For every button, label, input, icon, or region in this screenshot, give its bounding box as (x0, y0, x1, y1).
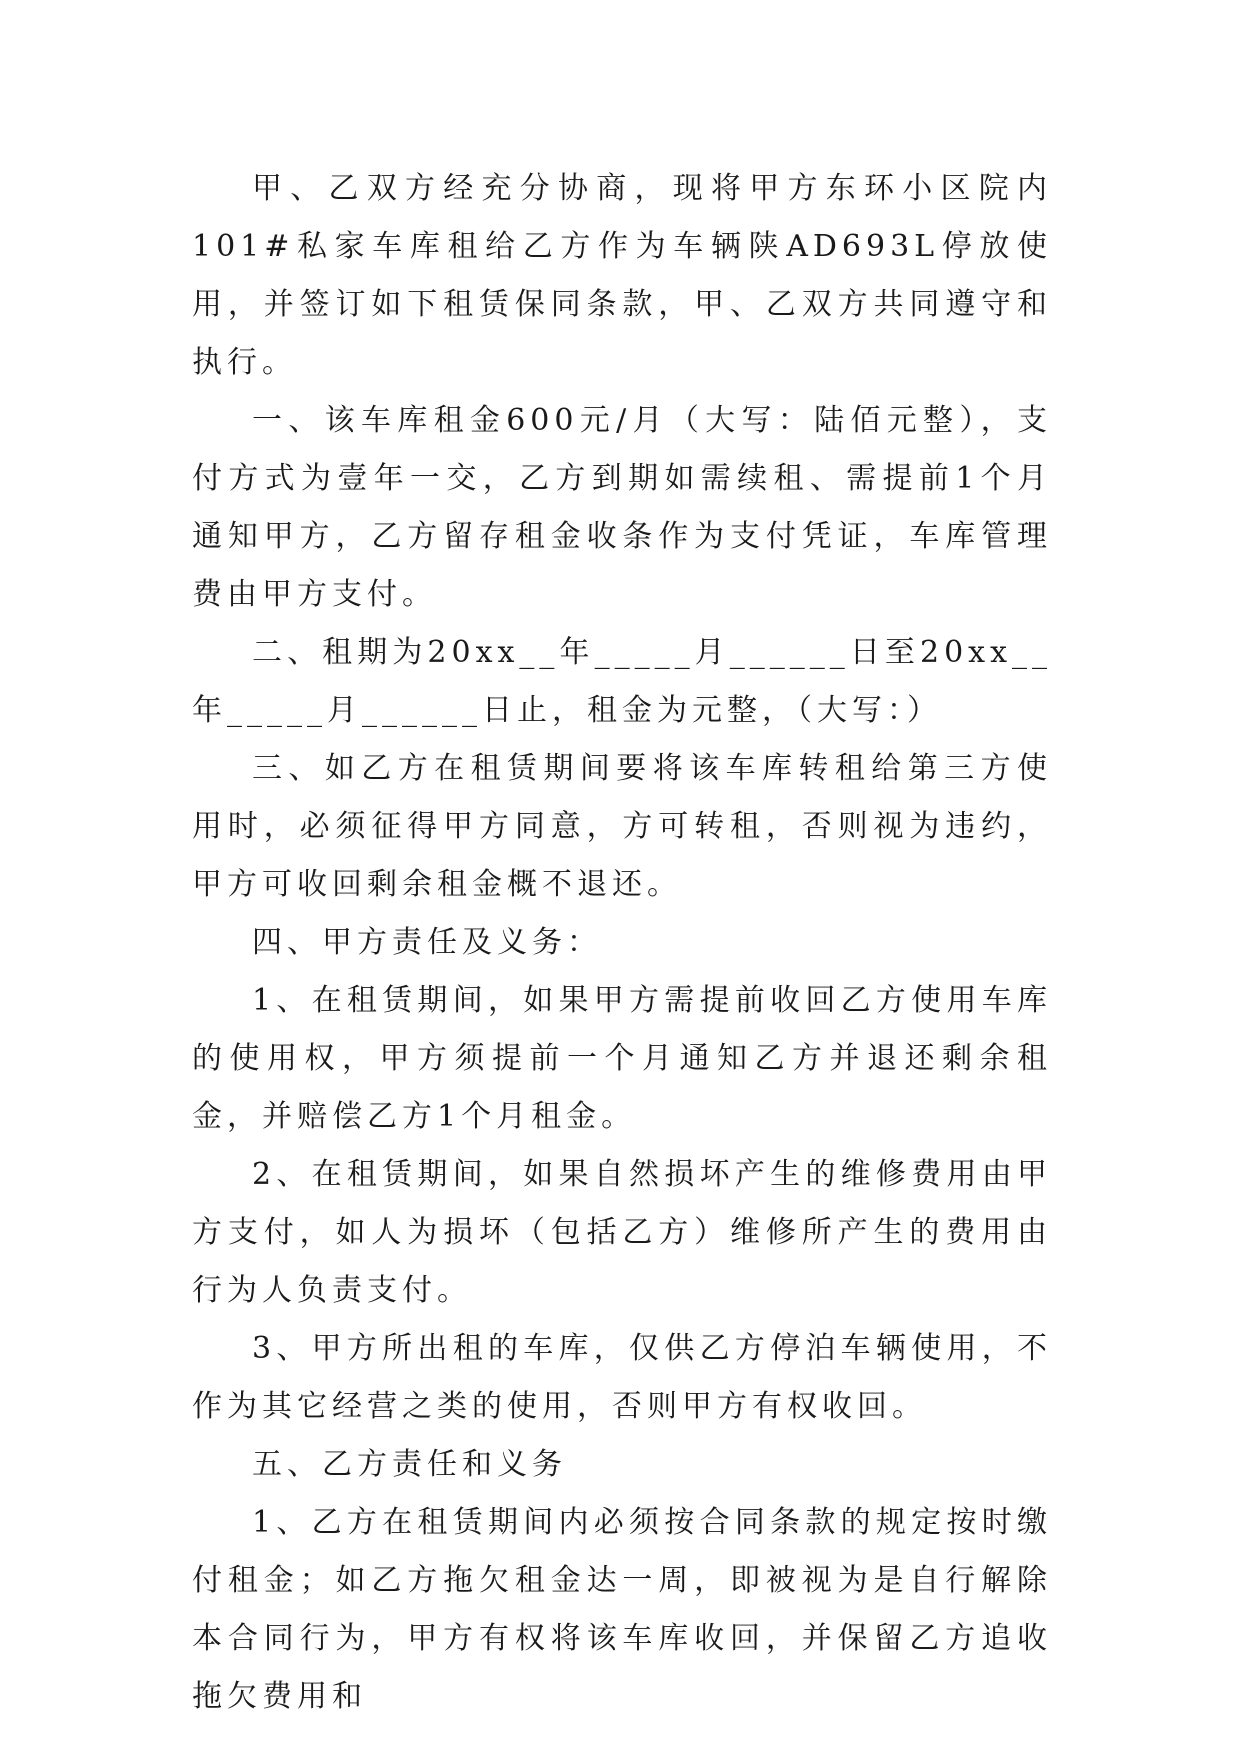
paragraph-clause-4-item-1: 1、在租赁期间，如果甲方需提前收回乙方使用车库的使用权，甲方须提前一个月通知乙方并退还剩余租金，并赔偿乙方1个月租金。 (192, 983, 1052, 1134)
paragraph-intro: 甲、乙双方经充分协商，现将甲方东环小区院内101#私家车库租给乙方作为车辆陕AD693L停放使用，并签订如下租赁保同条款，甲、乙双方共同遵守和执行。 (192, 171, 1052, 380)
paragraph-clause-4-heading: 四、甲方责任及义务： (252, 925, 602, 960)
paragraph-clause-3-sublease: 三、如乙方在租赁期间要将该车库转租给第三方使用时，必须征得甲方同意，方可转租，否则视为违约，甲方可收回剩余租金概不退还。 (192, 751, 1052, 902)
paragraph-clause-5-item-1: 1、乙方在租赁期间内必须按合同条款的规定按时缴付租金；如乙方拖欠租金达一周，即被视为是自行解除本合同行为，甲方有权将该车库收回，并保留乙方追收拖欠费用和 (192, 1505, 1052, 1714)
paragraph-clause-2-term: 二、租期为20xx__年_____月______日至20xx__年_____月______日止，租金为元整，（大写：） (192, 635, 1052, 728)
paragraph-clause-4-item-2: 2、在租赁期间，如果自然损坏产生的维修费用由甲方支付，如人为损坏（包括乙方）维修所产生的费用由行为人负责支付。 (192, 1157, 1052, 1308)
document-body (192, 160, 1052, 1726)
paragraph-clause-4-item-3: 3、甲方所出租的车库，仅供乙方停泊车辆使用，不作为其它经营之类的使用，否则甲方有权收回。 (192, 1331, 1052, 1424)
paragraph-clause-1-rent: 一、该车库租金600元/月（大写：陆佰元整），支付方式为壹年一交，乙方到期如需续租、需提前1个月通知甲方，乙方留存租金收条作为支付凭证，车库管理费由甲方支付。 (192, 403, 1052, 612)
paragraph-clause-5-heading: 五、乙方责任和义务 (252, 1447, 567, 1482)
